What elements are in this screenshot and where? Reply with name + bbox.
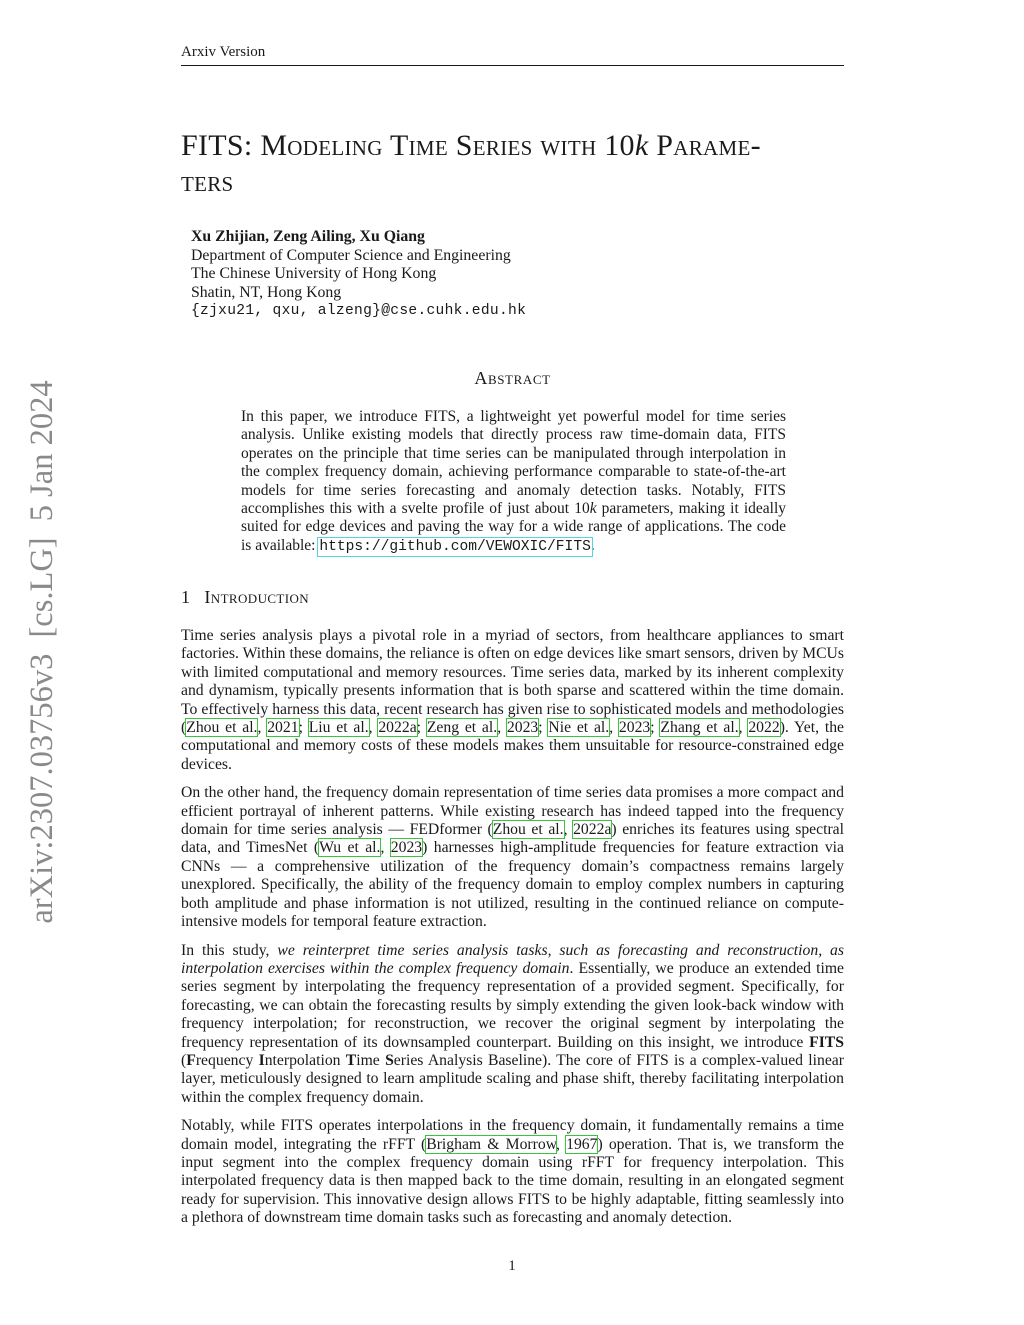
running-header: Arxiv Version [181, 44, 266, 60]
abstract-body [241, 408, 786, 556]
p1-sep: , [738, 719, 749, 737]
citation-link[interactable]: 2022a [378, 719, 417, 737]
p3-t-rest: ime [356, 1051, 386, 1069]
abstract-end: . [590, 536, 595, 554]
citation-link[interactable]: 1967 [566, 1135, 598, 1153]
title-part-2: Parame- [648, 129, 761, 162]
title-part-3: ters [181, 165, 234, 198]
header-rule [181, 65, 844, 66]
arxiv-category: [cs.LG] [24, 537, 60, 638]
p1-sep: ; [298, 719, 309, 737]
p4-text-a: Notably, while FITS operates interpolations in the frequency domain, it fundamentally remains a time domain model, integrating the rFFT ( [181, 1117, 844, 1153]
title-number: 10 [604, 129, 635, 162]
author-location: Shatin, NT, Hong Kong [191, 283, 342, 301]
p1-sep: ; [416, 719, 427, 737]
citation-link[interactable]: Nie et al. [548, 719, 610, 737]
p1-sep: ; [538, 719, 549, 737]
p2-text-a: On the other hand, the frequency domain representation of time series data promises a more compact and efficient portrayal of inherent patterns. While existing research has indeed tapped into the frequency domain for time series analysis — FEDformer ( [181, 784, 844, 839]
author-department: Department of Computer Science and Engineering [191, 246, 511, 264]
citation-link[interactable]: 2023 [506, 719, 539, 737]
p3-i-rest: nterpolation [264, 1051, 346, 1069]
title-k: k [634, 129, 649, 162]
p3-text-b: . Essentially, we produce an extended time series segment by interpolating the frequency representation of a provided segment. Specifically, for forecasting, we can obtain the forecasting results by simply extending the given look-back window with frequency interpolation; for reconstruction, we recover the original segment by interpolating the frequency representation of its downsampled counterpart. Building on this insight, we introduce [181, 959, 845, 1051]
citation-link[interactable]: Wu et al. [319, 839, 381, 857]
p2-sep: , [380, 839, 391, 857]
page-number: 1 [508, 1258, 516, 1274]
paper-title [181, 128, 871, 200]
citation-link[interactable]: Zhou et al. [186, 719, 258, 737]
abstract-text-2: parameters, making it ideally suited for edge devices and paving the way for a wide range of applications. The code is available: [241, 500, 787, 554]
arxiv-side-stamp [22, 372, 62, 932]
abstract-param-k: k [589, 500, 597, 518]
p3-text-c: ( [181, 1051, 187, 1069]
p1-text-a: Time series analysis plays a pivotal role in a myriad of sectors, from healthcare appliances to smart factories. Within these domains, the reliance is often on edge devices like smart sensors, driven by MCUs with limited computational and memory resources. Time series data, marked by its inherent complexity and dynamism, typically presents information that is both sparse and scattered within the time domain. To effectively harness this data, recent research has given rise to sophisticated models and methodologies ( [181, 627, 844, 737]
title-part-1: FITS: Modeling Time Series with [181, 129, 605, 162]
section-number: 1 [181, 587, 191, 607]
section-title: Introduction [204, 587, 310, 607]
p1-sep: , [257, 719, 268, 737]
arxiv-identifier[interactable]: arXiv:2307.03756v3 [24, 653, 60, 924]
p2-sep: , [563, 821, 574, 839]
p1-sep: , [368, 719, 379, 737]
author-names: Xu Zhijian, Zeng Ailing, Xu Qiang [191, 228, 425, 245]
citation-link[interactable]: Zhou et al. [492, 821, 564, 839]
p3-fits: FITS [809, 1033, 844, 1051]
abstract-param-num: 10 [574, 500, 590, 518]
citation-link[interactable]: 2022a [573, 821, 612, 839]
p1-sep: ; [650, 719, 661, 737]
p3-f-rest: requency [195, 1051, 259, 1069]
p3-F: F [186, 1051, 196, 1069]
author-university: The Chinese University of Hong Kong [191, 265, 437, 283]
citation-link[interactable]: 2022 [748, 719, 780, 737]
intro-paragraph-2 [181, 784, 844, 931]
citation-link[interactable]: Zhang et al. [660, 719, 739, 737]
p3-I: I [258, 1051, 265, 1069]
intro-paragraph-3 [181, 942, 844, 1108]
citation-link[interactable]: 2023 [390, 839, 423, 857]
p4-text-b: ) operation. That is, we transform the input segment into the complex frequency domain using rFFT for frequency interpolation. This interpolated frequency data is then mapped back to the time domain, resulting in an elongated segment ready for supervision. This innovative design allows FITS to be highly adaptable, fitting seamlessly into a plethora of downstream time domain tasks such as forecasting and anomaly detection. [181, 1135, 845, 1227]
abstract-heading: Abstract [474, 368, 551, 388]
citation-link[interactable]: Liu et al. [308, 719, 369, 737]
intro-paragraph-1 [181, 627, 844, 774]
p3-S: S [385, 1051, 394, 1069]
section-heading [181, 587, 309, 608]
p4-sep: , [556, 1135, 567, 1153]
arxiv-date: 5 Jan 2024 [24, 380, 60, 522]
author-email[interactable]: {zjxu21, qxu, alzeng}@cse.cuhk.edu.hk [191, 303, 527, 320]
authors-block [191, 228, 526, 321]
introduction-body [181, 627, 844, 1238]
p1-text-b: ). Yet, the computational and memory costs of these models makes them unsuitable for resource-constrained edge devices. [181, 719, 844, 773]
code-url-link[interactable]: https://github.com/VEWOXIC/FITS [319, 538, 591, 555]
p2-text-c: ) harnesses high-amplitude frequencies for feature extraction via CNNs — a comprehensive utilization of the frequency domain’s compactness remains largely unexplored. Specifically, the ability of the frequency domain to employ complex numbers in capturing both amplitude and phase information is not utilized, resulting in the continued reliance on compute-intensive models for temporal feature extraction. [181, 839, 845, 931]
p3-text-a: In this study, [181, 941, 278, 959]
p2-text-b: ) enriches its features using spectral data, and TimesNet ( [181, 821, 844, 857]
citation-link[interactable]: 2023 [618, 719, 651, 737]
citation-link[interactable]: 2021 [267, 719, 299, 737]
p3-italic: we reinterpret time series analysis tasks, such as forecasting and reconstruction, as interpolation exercises within the complex frequency domain [181, 941, 844, 977]
p3-s-rest: eries Analysis Baseline). The core of FITS is a complex-valued linear layer, meticulously designed to learn amplitude scaling and phase shift, thereby facilitating interpolation within the complex frequency domain. [181, 1051, 844, 1106]
citation-link[interactable]: Zeng et al. [426, 719, 498, 737]
p1-sep: , [609, 719, 619, 737]
intro-paragraph-4 [181, 1117, 844, 1227]
p3-T: T [345, 1051, 357, 1069]
citation-link[interactable]: Brigham & Morrow [426, 1135, 557, 1153]
p1-sep: , [497, 719, 507, 737]
abstract-text-1: In this paper, we introduce FITS, a lightweight yet powerful model for time series analysis. Unlike existing models that directly process raw time-domain data, FITS operates on the principle that time series can be manipulated through interpolation in the complex frequency domain, achieving performance comparable to state-of-the-art models for time series forecasting and anomaly detection tasks. Notably, FITS accomplishes this with a svelte profile of just about [241, 408, 786, 518]
